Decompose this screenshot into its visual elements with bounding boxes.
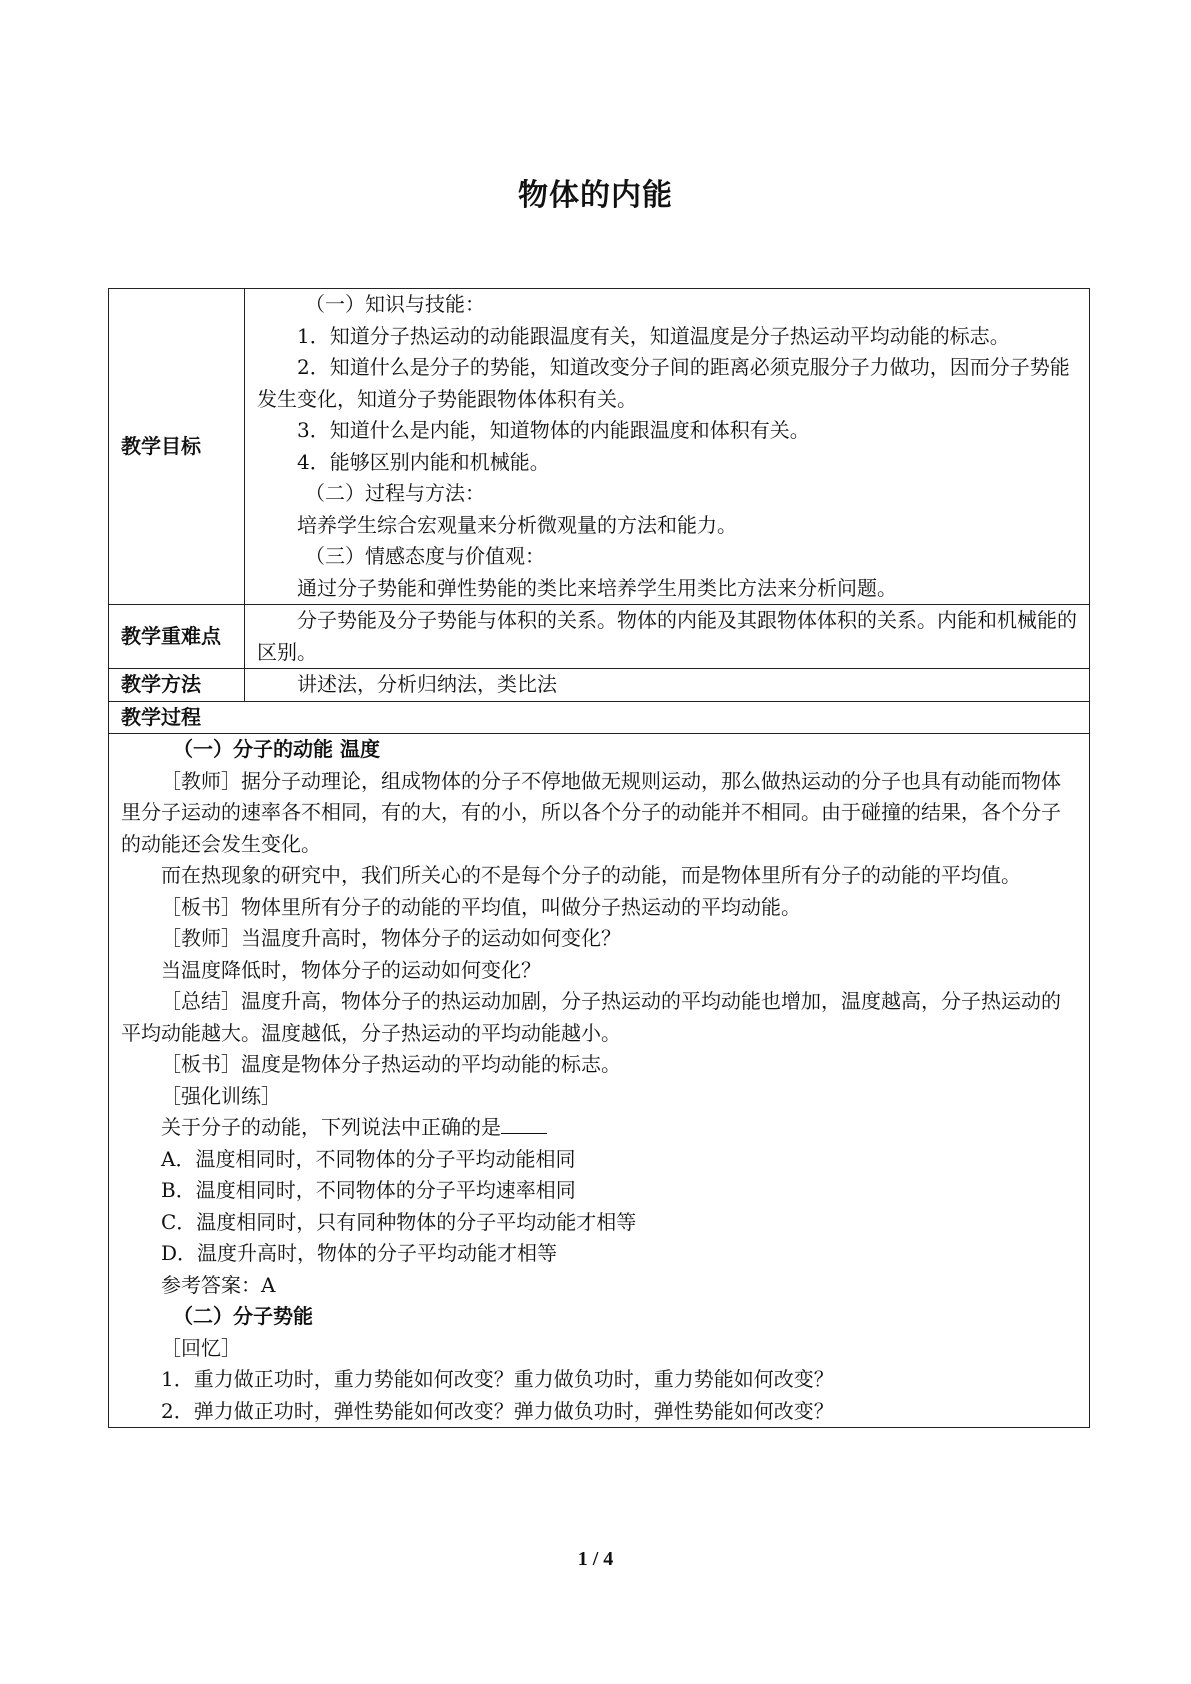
page-title: 物体的内能	[518, 178, 673, 213]
objective-line: 1．知道分子热运动的动能跟温度有关，知道温度是分子热运动平均动能的标志。	[297, 323, 1010, 348]
objective-line: （一）知识与技能：	[305, 292, 485, 316]
key-points-row	[109, 605, 1090, 669]
answer-blank	[501, 1115, 547, 1134]
paragraph: 而在热现象的研究中，我们所关心的不是每个分子的动能，而是物体里所有分子的动能的平均值。	[161, 863, 1021, 887]
paragraph: ［板书］温度是物体分子热运动的平均动能的标志。	[161, 1052, 621, 1076]
page-number: 1 / 4	[577, 1548, 614, 1570]
objective-line: 3．知道什么是内能，知道物体的内能跟温度和体积有关。	[297, 418, 810, 442]
question-text: 关于分子的动能，下列说法中正确的是	[161, 1115, 501, 1139]
key-points-label: 教学重难点	[109, 605, 245, 669]
objective-line: 2．知道什么是分子的势能，知道改变分子间的距离必须克服分子力做功，因而分子势能发生变化，知道分子势能跟物体体积有关。	[257, 355, 1070, 411]
option-d: D．温度升高时，物体的分子平均动能才相等	[161, 1241, 558, 1265]
objectives-row	[109, 289, 1090, 605]
objective-line: 培养学生综合宏观量来分析微观量的方法和能力。	[297, 512, 737, 537]
objective-line: （三）情感态度与价值观：	[305, 544, 545, 568]
section-heading: （二）分子势能	[173, 1304, 313, 1328]
process-label-row	[109, 701, 1090, 734]
methods-content	[245, 669, 1090, 702]
paragraph: ［教师］当温度升高时，物体分子的运动如何变化？	[161, 926, 621, 950]
question	[121, 1112, 1079, 1144]
option-a: A．温度相同时，不同物体的分子平均动能相同	[161, 1146, 576, 1171]
objective-line: 通过分子势能和弹性势能的类比来培养学生用类比方法来分析问题。	[297, 575, 897, 600]
objective-line: （二）过程与方法：	[305, 481, 485, 505]
section-heading: （一）分子的动能 温度	[173, 737, 380, 761]
option-c: C．温度相同时，只有同种物体的分子平均动能才相等	[161, 1209, 637, 1234]
objectives-label: 教学目标	[109, 289, 245, 605]
paragraph: ［强化训练］	[161, 1083, 281, 1108]
key-points-content	[245, 605, 1090, 669]
option-b: B．温度相同时，不同物体的分子平均速率相同	[161, 1178, 576, 1202]
recall-item: 2．弹力做正功时，弹性势能如何改变？弹力做负功时，弹性势能如何改变？	[161, 1398, 834, 1423]
lesson-plan-table	[108, 288, 1090, 1428]
objectives-content	[245, 289, 1090, 605]
objective-line: 4．能够区别内能和机械能。	[297, 449, 550, 474]
process-label: 教学过程	[109, 701, 1090, 734]
recall-item: 1．重力做正功时，重力势能如何改变？重力做负功时，重力势能如何改变？	[161, 1367, 834, 1391]
paragraph: 当温度降低时，物体分子的运动如何变化？	[161, 957, 541, 982]
process-content-row	[109, 734, 1090, 1428]
process-content	[109, 734, 1090, 1428]
paragraph: ［板书］物体里所有分子的动能的平均值，叫做分子热运动的平均动能。	[161, 894, 801, 919]
methods-text: 讲述法，分析归纳法，类比法	[297, 672, 557, 696]
methods-label: 教学方法	[109, 669, 245, 702]
key-points-text: 分子势能及分子势能与体积的关系。物体的内能及其跟物体体积的关系。内能和机械能的区别。	[257, 608, 1077, 664]
answer: 参考答案：A	[161, 1272, 276, 1297]
paragraph: ［教师］据分子动理论，组成物体的分子不停地做无规则运动，那么做热运动的分子也具有动能而物体里分子运动的速率各不相同，有的大，有的小，所以各个分子的动能并不相同。由于碰撞的结果，各个分子的动能还会发生变化。	[121, 768, 1061, 856]
paragraph: ［回忆］	[161, 1335, 241, 1360]
paragraph: ［总结］温度升高，物体分子的热运动加剧，分子热运动的平均动能也增加，温度越高，分子热运动的平均动能越大。温度越低，分子热运动的平均动能越小。	[121, 989, 1061, 1045]
methods-row	[109, 669, 1090, 702]
